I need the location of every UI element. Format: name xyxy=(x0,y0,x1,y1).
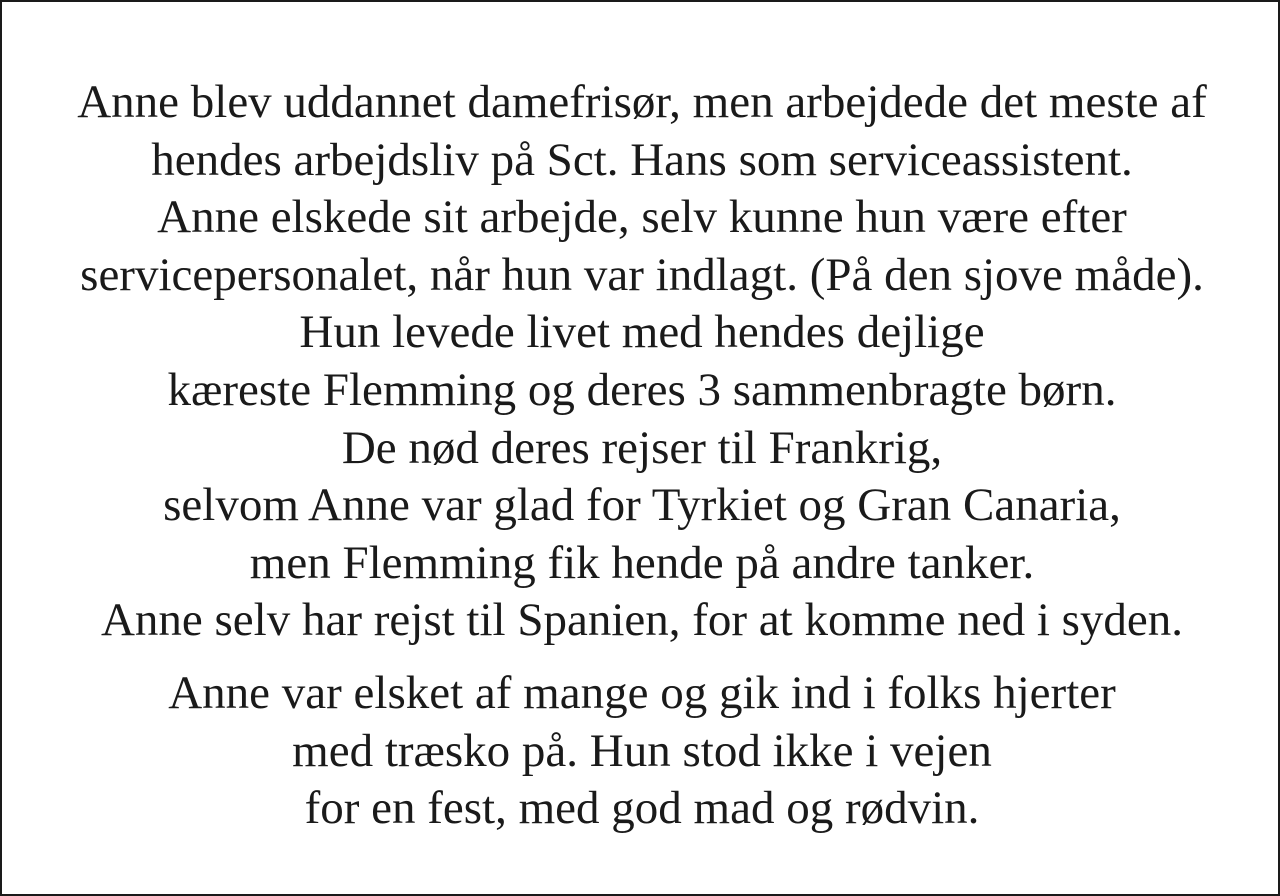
text-line: for en fest, med god mad og rødvin. xyxy=(304,782,980,835)
text-line: Anne blev uddannet damefrisør, men arbejdede det meste af xyxy=(77,76,1207,128)
text-line: Hun levede livet med hendes dejlige xyxy=(299,306,985,359)
text-line: De nød deres rejser til Frankrig, xyxy=(341,421,943,474)
text-line: Anne elskede sit arbejde, selv kunne hun være efter xyxy=(157,191,1127,244)
paragraph-1 xyxy=(2,74,1280,650)
text-line: selvom Anne var glad for Tyrkiet og Gran Canaria, xyxy=(163,479,1121,532)
text-line: kæreste Flemming og deres 3 sammenbragte børn. xyxy=(167,363,1117,416)
paragraph-2 xyxy=(2,665,1280,838)
text-line: Anne selv har rejst til Spanien, for at komme ned i syden. xyxy=(100,594,1184,647)
text-line: Anne var elsket af mange og gik ind i folks hjerter xyxy=(168,667,1116,719)
text-line: men Flemming fik hende på andre tanker. xyxy=(249,536,1035,589)
text-line: servicepersonalet, når hun var indlagt. (På den sjove måde). xyxy=(80,248,1204,301)
text-line: hendes arbejdsliv på Sct. Hans som serviceassistent. xyxy=(151,133,1133,186)
text-line: med træsko på. Hun stod ikke i vejen xyxy=(292,724,992,777)
